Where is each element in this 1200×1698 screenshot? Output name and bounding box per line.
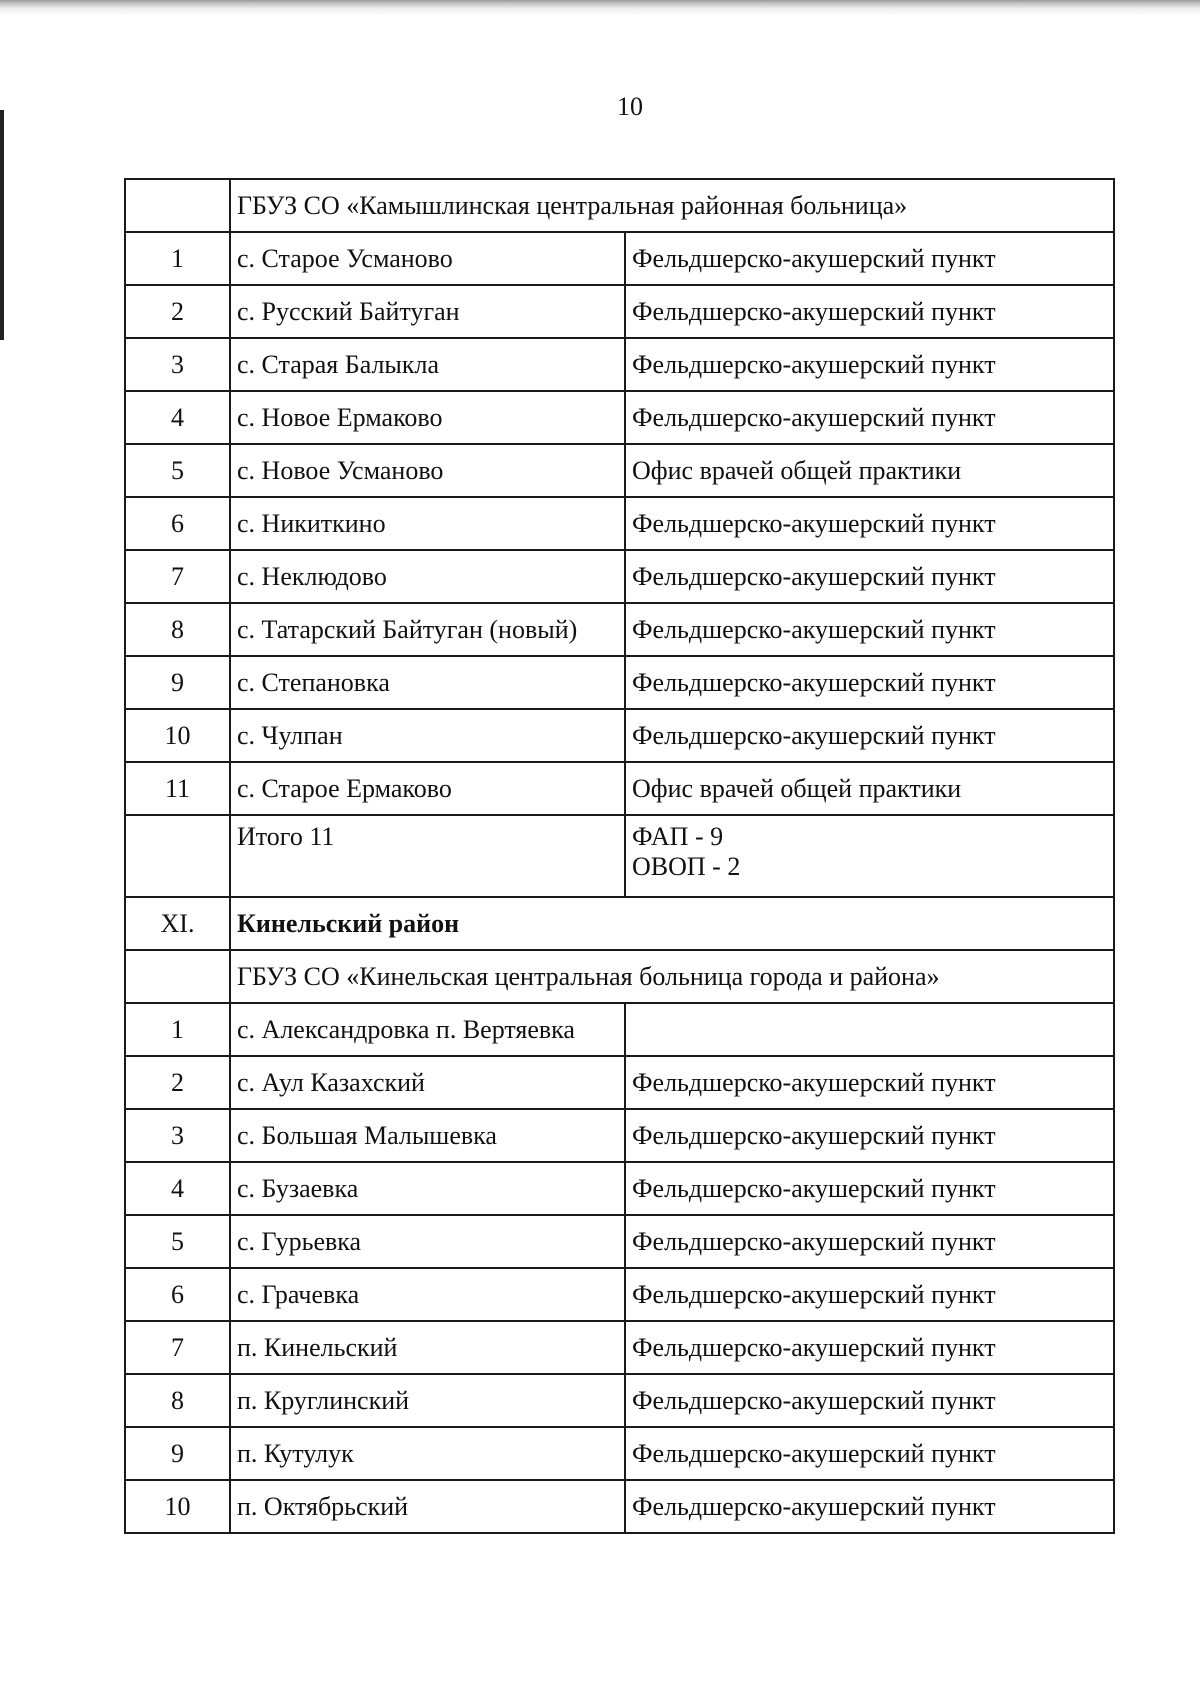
row-number: 5 bbox=[125, 1215, 230, 1268]
hospital-header: ГБУЗ СО «Кинельская центральная больница города и района» bbox=[230, 950, 1114, 1003]
facility-type: Фельдшерско-акушерский пункт bbox=[625, 232, 1114, 285]
row-number: 10 bbox=[125, 709, 230, 762]
row-number: 1 bbox=[125, 1003, 230, 1056]
facility-type: Фельдшерско-акушерский пункт bbox=[625, 1374, 1114, 1427]
facility-type: Фельдшерско-акушерский пункт bbox=[625, 1215, 1114, 1268]
table-row bbox=[125, 444, 1114, 497]
hospital-header: ГБУЗ СО «Камышлинская центральная районная больница» bbox=[230, 179, 1114, 232]
row-number: 8 bbox=[125, 1374, 230, 1427]
table-row bbox=[125, 1003, 1114, 1056]
facility-type: Фельдшерско-акушерский пункт bbox=[625, 1109, 1114, 1162]
scan-edge-left bbox=[0, 110, 4, 340]
facility-type: Фельдшерско-акушерский пункт bbox=[625, 338, 1114, 391]
row-number: 3 bbox=[125, 338, 230, 391]
district-number: XI. bbox=[125, 897, 230, 950]
scan-edge-top bbox=[0, 0, 1200, 22]
facility-type: Фельдшерско-акушерский пункт bbox=[625, 1427, 1114, 1480]
settlement-name: с. Чулпан bbox=[230, 709, 625, 762]
settlement-name: п. Кинельский bbox=[230, 1321, 625, 1374]
facility-type bbox=[625, 1003, 1114, 1056]
table-row bbox=[125, 1109, 1114, 1162]
facility-type: Фельдшерско-акушерский пункт bbox=[625, 1162, 1114, 1215]
row-number: 6 bbox=[125, 497, 230, 550]
settlement-name: с. Никиткино bbox=[230, 497, 625, 550]
table-row bbox=[125, 656, 1114, 709]
table-row bbox=[125, 1321, 1114, 1374]
settlement-name: п. Кутулук bbox=[230, 1427, 625, 1480]
settlement-name: с. Бузаевка bbox=[230, 1162, 625, 1215]
settlement-name: с. Грачевка bbox=[230, 1268, 625, 1321]
facility-type: Фельдшерско-акушерский пункт bbox=[625, 497, 1114, 550]
settlement-name: с. Большая Малышевка bbox=[230, 1109, 625, 1162]
row-number-cell bbox=[125, 179, 230, 232]
settlement-name: с. Татарский Байтуган (новый) bbox=[230, 603, 625, 656]
table-row bbox=[125, 709, 1114, 762]
settlement-name: с. Новое Усманово bbox=[230, 444, 625, 497]
settlement-name: п. Октябрьский bbox=[230, 1480, 625, 1533]
row-number-cell bbox=[125, 950, 230, 1003]
row-number: 9 bbox=[125, 1427, 230, 1480]
settlement-name: п. Круглинский bbox=[230, 1374, 625, 1427]
district-title: Кинельский район bbox=[230, 897, 1114, 950]
settlement-name: с. Старое Ермаково bbox=[230, 762, 625, 815]
table-row bbox=[125, 497, 1114, 550]
facility-type: Фельдшерско-акушерский пункт bbox=[625, 1321, 1114, 1374]
facility-type: Фельдшерско-акушерский пункт bbox=[625, 1480, 1114, 1533]
facility-type: Фельдшерско-акушерский пункт bbox=[625, 285, 1114, 338]
row-number: 7 bbox=[125, 1321, 230, 1374]
row-number: 11 bbox=[125, 762, 230, 815]
district-row bbox=[125, 897, 1114, 950]
table-row bbox=[125, 1215, 1114, 1268]
table-row bbox=[125, 603, 1114, 656]
settlement-name: с. Неклюдово bbox=[230, 550, 625, 603]
table-row bbox=[125, 1268, 1114, 1321]
facility-type: Фельдшерско-акушерский пункт bbox=[625, 391, 1114, 444]
table-row bbox=[125, 1480, 1114, 1533]
settlement-name: с. Старая Балыкла bbox=[230, 338, 625, 391]
total-row bbox=[125, 815, 1114, 897]
settlement-name: с. Гурьевка bbox=[230, 1215, 625, 1268]
row-number: 8 bbox=[125, 603, 230, 656]
facilities-table bbox=[124, 178, 1115, 1534]
facility-type: Офис врачей общей практики bbox=[625, 762, 1114, 815]
table-row bbox=[125, 550, 1114, 603]
table-row bbox=[125, 950, 1114, 1003]
row-number: 3 bbox=[125, 1109, 230, 1162]
facility-type: Фельдшерско-акушерский пункт bbox=[625, 1268, 1114, 1321]
settlement-name: с. Русский Байтуган bbox=[230, 285, 625, 338]
facility-type: Фельдшерско-акушерский пункт bbox=[625, 709, 1114, 762]
facility-type: Фельдшерско-акушерский пункт bbox=[625, 656, 1114, 709]
table-row bbox=[125, 338, 1114, 391]
settlement-name: с. Новое Ермаково bbox=[230, 391, 625, 444]
total-label: Итого 11 bbox=[230, 815, 625, 897]
facility-type: Фельдшерско-акушерский пункт bbox=[625, 603, 1114, 656]
row-number: 2 bbox=[125, 1056, 230, 1109]
row-number: 6 bbox=[125, 1268, 230, 1321]
total-fap-count: ФАП - 9 bbox=[632, 822, 724, 851]
row-number: 1 bbox=[125, 232, 230, 285]
settlement-name: с. Степановка bbox=[230, 656, 625, 709]
page-number: 10 bbox=[617, 92, 643, 121]
row-number: 4 bbox=[125, 1162, 230, 1215]
facility-type: Офис врачей общей практики bbox=[625, 444, 1114, 497]
settlement-name: с. Александровка п. Вертяевка bbox=[230, 1003, 625, 1056]
row-number: 2 bbox=[125, 285, 230, 338]
total-breakdown bbox=[625, 815, 1114, 897]
table-row bbox=[125, 232, 1114, 285]
table-row bbox=[125, 1427, 1114, 1480]
facility-type: Фельдшерско-акушерский пункт bbox=[625, 1056, 1114, 1109]
table-row bbox=[125, 1374, 1114, 1427]
settlement-name: с. Аул Казахский bbox=[230, 1056, 625, 1109]
row-number-cell bbox=[125, 815, 230, 897]
row-number: 5 bbox=[125, 444, 230, 497]
facility-type: Фельдшерско-акушерский пункт bbox=[625, 550, 1114, 603]
table-row bbox=[125, 762, 1114, 815]
table-row bbox=[125, 391, 1114, 444]
table-row bbox=[125, 285, 1114, 338]
settlement-name: с. Старое Усманово bbox=[230, 232, 625, 285]
table-row bbox=[125, 179, 1114, 232]
table-row bbox=[125, 1162, 1114, 1215]
row-number: 7 bbox=[125, 550, 230, 603]
row-number: 4 bbox=[125, 391, 230, 444]
total-ovop-count: ОВОП - 2 bbox=[632, 852, 741, 881]
row-number: 10 bbox=[125, 1480, 230, 1533]
table-row bbox=[125, 1056, 1114, 1109]
row-number: 9 bbox=[125, 656, 230, 709]
